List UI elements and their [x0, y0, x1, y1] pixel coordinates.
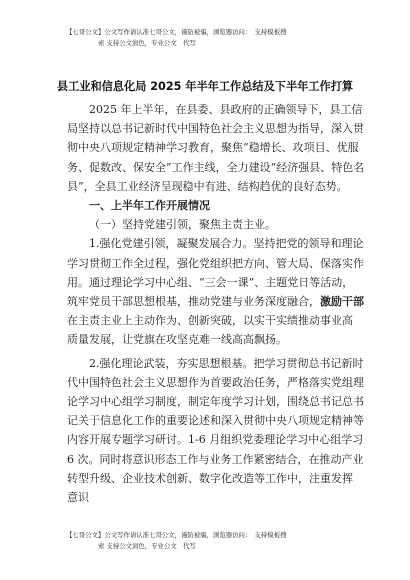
paragraph-party-building — [67, 234, 364, 349]
subsection-heading: （一）坚持党建引领，聚焦主责主业。 — [89, 218, 276, 232]
footer-line-2: 索 支持公文润色，专业公文 代写 — [98, 542, 196, 550]
header-line-1: 【七哥公文】公文写作请认准七哥公文，谨防被骗，浏览器访问： 支持模板搜 — [66, 28, 287, 36]
intro-line: 2025 年上半年，在县委、县政府的正确领导下，县工信 — [89, 103, 363, 116]
intro-line: 局坚持以总书记新时代中国特色社会主义思想为指导，深入贯 — [67, 122, 364, 136]
paragraph-line: 用。通过理论学习中心组、“三会一课”、主题党日等活动， — [67, 275, 354, 289]
intro-line: 务、促数改、保安全”工作主线，全力建设“经济强县、特色名 — [67, 160, 365, 174]
paragraph-line: 论学习中心组学习制度，制定年度学习计划，围绕总书记总书 — [67, 395, 364, 409]
page-footer — [66, 530, 366, 552]
emphasis-text: 激励干部 — [320, 295, 364, 309]
paragraph-line: 代中国特色社会主义思想作为首要政治任务，严格落实党组理 — [67, 375, 364, 389]
paragraph-line: 学习贯彻工作全过程，强化党组织把方向、管大局、保落实作 — [67, 256, 364, 270]
intro-line: 县”，全县工业经济呈现稳中有进、结构趋优的良好态势。 — [67, 179, 348, 193]
paragraph-line: 1.强化党建引领，凝聚发展合力。坚持把党的领导和理论 — [89, 237, 364, 251]
paragraph-line: 转型升级、企业技术创新、数字化改造等工作中，注重发挥 — [67, 471, 353, 485]
paragraph-line: 意识 — [67, 491, 89, 505]
intro-line: 彻中央八项规定精神学习教育，聚焦“稳增长、攻项目、优服 — [67, 141, 359, 155]
page-header — [66, 27, 366, 49]
paragraph-line: 6 次。同时将意识形态工作与业务工作紧密结合，在推动产业 — [67, 452, 364, 466]
paragraph-line-text: 筑牢党员干部思想根基，推动党建与业务深度融合， — [67, 295, 320, 309]
paragraph-line: 记关于信息化工作的重要论述和深入贯彻中央八项规定精神等 — [67, 414, 364, 428]
paragraph-theory — [67, 354, 364, 508]
section-heading: 一、上半年工作开展情况 — [89, 199, 210, 213]
document-body — [67, 100, 365, 507]
document-title: 县工业和信息化局 2025 年半年工作总结及下半年工作打算 — [56, 80, 354, 93]
header-line-2: 索 支持公文润色，专业公文 代写 — [98, 39, 196, 47]
paragraph-line: 在主责主业上主动作为、创新突破，以实干实绩推动事业高 — [67, 314, 353, 328]
paragraph-line — [67, 292, 364, 311]
footer-line-1: 【七哥公文】公文写作请认准七哥公文，谨防被骗，浏览器访问： 支持模板搜 — [66, 531, 287, 539]
paragraph-line: 内容开展专题学习研讨。1-6 月组织党委理论学习中心组学习 — [67, 433, 364, 447]
intro-paragraph — [67, 100, 365, 196]
paragraph-line: 2.强化理论武装，夯实思想根基。把学习贯彻总书记新时 — [89, 356, 364, 370]
paragraph-line: 质量发展，让党旗在攻坚克难一线高高飘扬。 — [67, 333, 287, 347]
